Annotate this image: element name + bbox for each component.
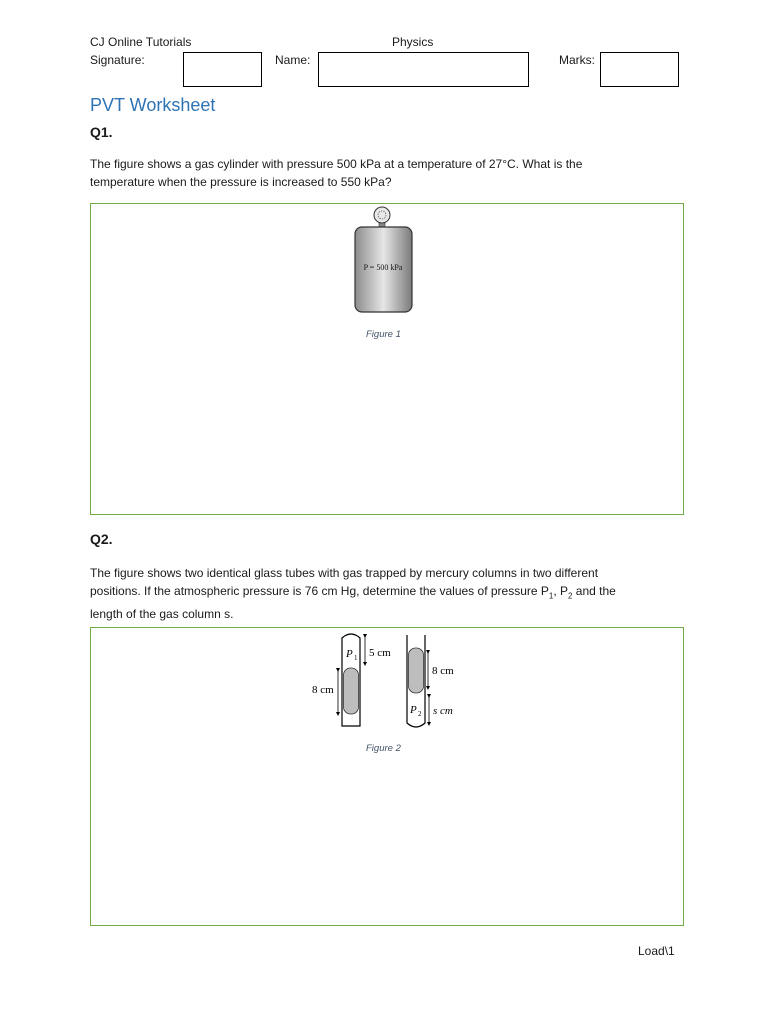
five-cm-label: 5 cm — [369, 647, 391, 659]
q2-text-line2: positions. If the atmospheric pressure is 76 cm Hg, determine the values of pressure $P_1$, $P_2$ and the — [90, 584, 616, 601]
q1-text — [90, 155, 690, 191]
q1-text-line1: The figure shows a gas cylinder with pressure 500 kPa at a temperature of 27°C. What is the — [90, 157, 583, 171]
left-tube — [312, 634, 391, 726]
svg-text:P: P — [346, 648, 353, 660]
right-tube — [407, 635, 454, 727]
s-cm-label: s cm — [433, 705, 453, 717]
q2-heading: Q2. — [90, 531, 113, 547]
svg-text:1: 1 — [354, 654, 358, 662]
eight-cm-left-label: 8 cm — [312, 684, 334, 696]
q2-answer-box[interactable] — [90, 627, 684, 926]
svg-text:2: 2 — [418, 710, 422, 718]
glass-tubes-figure — [305, 630, 475, 740]
name-label: Name: — [275, 53, 311, 67]
marks-label: Marks: — [559, 53, 595, 67]
q1-answer-box[interactable] — [90, 203, 684, 515]
q2-text-line3: length of the gas column s. — [90, 607, 234, 622]
right-mercury-column — [409, 648, 424, 693]
figure1-caption: Figure 1 — [366, 329, 401, 340]
svg-text:P: P — [410, 704, 417, 716]
cylinder-pressure-label: P = 500 kPa — [363, 263, 403, 272]
name-field[interactable] — [318, 52, 529, 87]
signature-field[interactable] — [183, 52, 262, 87]
marks-field[interactable] — [600, 52, 679, 87]
left-mercury-column — [344, 668, 359, 714]
signature-label: Signature: — [90, 53, 145, 67]
eight-cm-right-label: 8 cm — [432, 665, 454, 677]
gas-cylinder-figure — [343, 204, 423, 324]
q2-text-line1: The figure shows two identical glass tubes with gas trapped by mercury columns in two different — [90, 566, 599, 580]
subject-label: Physics — [392, 35, 434, 49]
org-name: CJ Online Tutorials — [90, 35, 192, 49]
q2-text — [90, 564, 690, 623]
q1-text-line2: temperature when the pressure is increased to 550 kPa? — [90, 175, 392, 189]
worksheet-title: PVT Worksheet — [90, 95, 216, 115]
page-footer: Load\1 — [638, 944, 675, 958]
q1-heading: Q1. — [90, 124, 113, 140]
figure2-caption: Figure 2 — [366, 743, 401, 754]
pressure-gauge-icon — [374, 207, 390, 223]
